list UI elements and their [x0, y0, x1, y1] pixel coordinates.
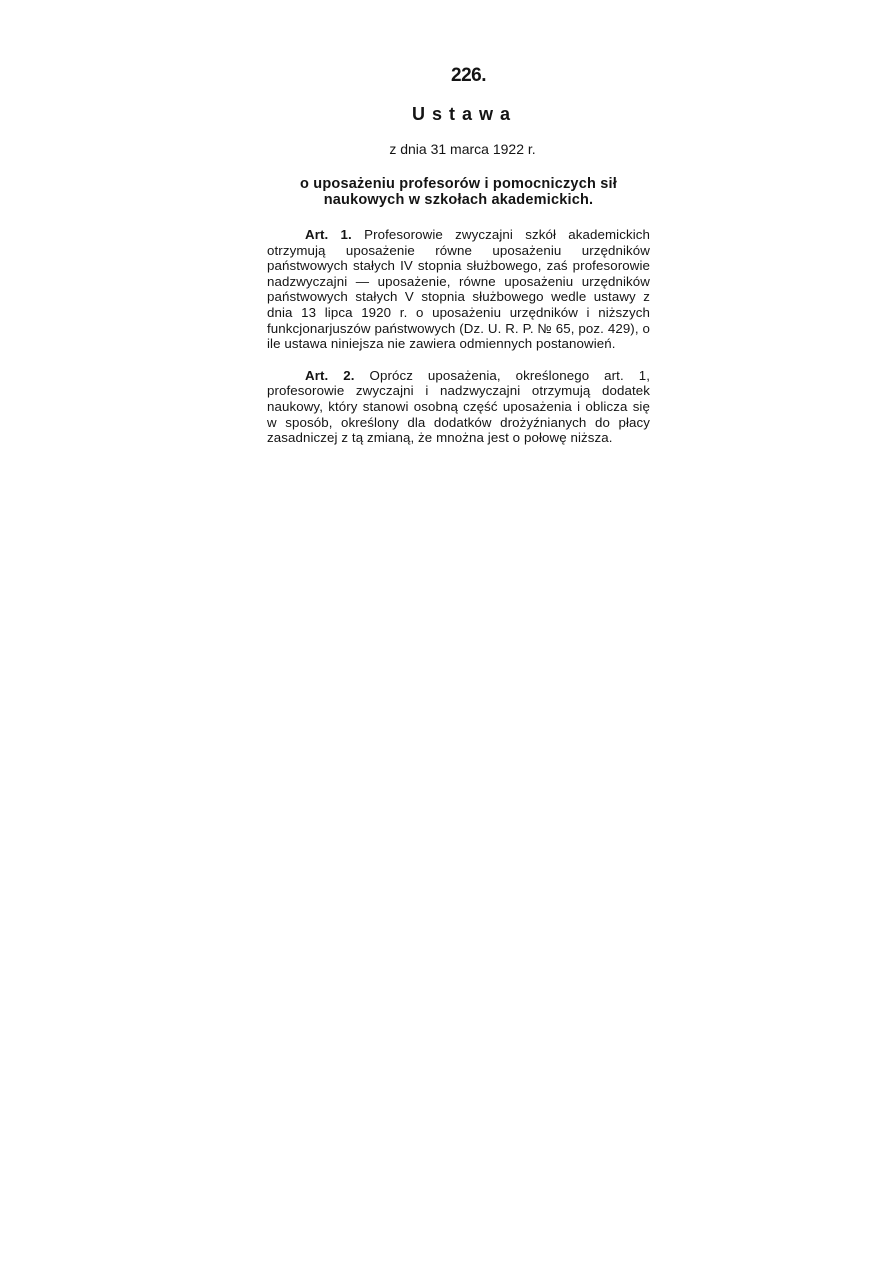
article-1-label: Art. 1.	[305, 227, 352, 242]
article-2-label: Art. 2.	[305, 367, 355, 383]
act-subject: o uposażeniu profesorów i pomocniczych sił naukowych w szkołach akademickich.	[300, 176, 617, 208]
article-1-text: Profesorowie zwyczajni szkół akademickich otrzymują uposażenie równe uposażeniu urzędników państwowych stałych IV stopnia służbowego, zaś profesorowie nadzwyczajni — uposażenie, równe uposażeniu urzędników państwowych stałych V stopnia służbowego wedle ustawy z dnia 13 lipca 1920 r. o uposażeniu urzędników i niższych funkcjonarjuszów państwowych (Dz. U. R. P. № 65, poz. 429), o ile ustawa niniejsza nie zawiera odmiennych postanowień.	[267, 227, 651, 352]
article-1	[267, 227, 650, 352]
act-title: Ustawa	[411, 104, 518, 124]
act-date: z dnia 31 marca 1922 r.	[389, 141, 536, 157]
article-2	[267, 368, 650, 446]
article-2-text: Oprócz uposażenia, określonego art. 1, profesorowie zwyczajni i nadzwyczajni otrzymują dodatek naukowy, który stanowi osobną część uposażenia i oblicza się w sposób, określony dla dodatków drożyźnianych do płacy zasadniczej z tą zmianą, że mnożna jest o połowę niższa.	[267, 367, 650, 446]
text-column	[267, 62, 650, 446]
act-number: 226.	[451, 65, 486, 86]
